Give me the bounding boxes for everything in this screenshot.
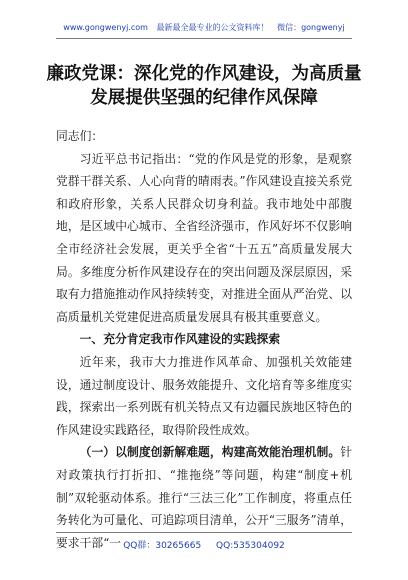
title-line-2: 发展提供坚强的纪律作风保障	[90, 88, 318, 108]
header-site-link[interactable]: www.gongwenyj.com	[63, 23, 148, 32]
footer-qq-group: QQ群：30265665	[123, 541, 202, 551]
subsection-1-text: 针对政策执行打折扣、“推拖绕”等问题，构建“制度+机制”双轮驱动体系。推行“三法三化”工作制度，将重点任务转化为可量化、可追踪项目清单，公开“三服务”清单，要求干部“一	[56, 445, 352, 550]
section-1-heading: 一、充分肯定我市作风建设的实践探索	[79, 332, 281, 347]
footer-qq: QQ:535304092	[216, 541, 285, 551]
subsection-1-heading: （一）以制度创新解难题，构建高效能治理机制。	[79, 445, 341, 460]
page-footer	[0, 538, 408, 551]
section-1-paragraph: 近年来，我市大力推进作风革命、加强机关效能建设，通过制度设计、服务效能提升、文化培育等多维度实践，探索出一系列既有机关特点又有边疆民族地区特色的作风建设实践路径，取得阶段性成效。	[56, 354, 352, 437]
footer-divider	[56, 532, 352, 533]
intro-paragraph: 习近平总书记指出：“党的作风是党的形象，是观察党群干群关系、人心向背的晴雨表。”作风建设直接关系党和政府形象，关系人民群众切身利益。我市地处中部腹地，是区域中心城市、全省经济强市，作风好坏不仅影响全市经济社会发展，更关乎全省“十五五”高质量发展大局。多维度分析作风建设存在的突出问题及深层原因，采取有力措施推动作风持续转变，对推进全面从严治党、以高质量机关党建促进高质量发展具有极其重要意义。	[56, 151, 352, 324]
page-header	[0, 22, 408, 33]
title-line-1: 廉政党课：深化党的作风建设，为高质量	[46, 64, 362, 84]
salutation: 同志们：	[56, 129, 104, 143]
document-body	[56, 125, 352, 554]
header-divider	[56, 38, 352, 39]
header-slogan: 最新最全最专业的公文资料库！	[156, 23, 269, 32]
header-wechat: 微信：gongwenyj	[277, 23, 345, 32]
document-title	[40, 62, 368, 110]
